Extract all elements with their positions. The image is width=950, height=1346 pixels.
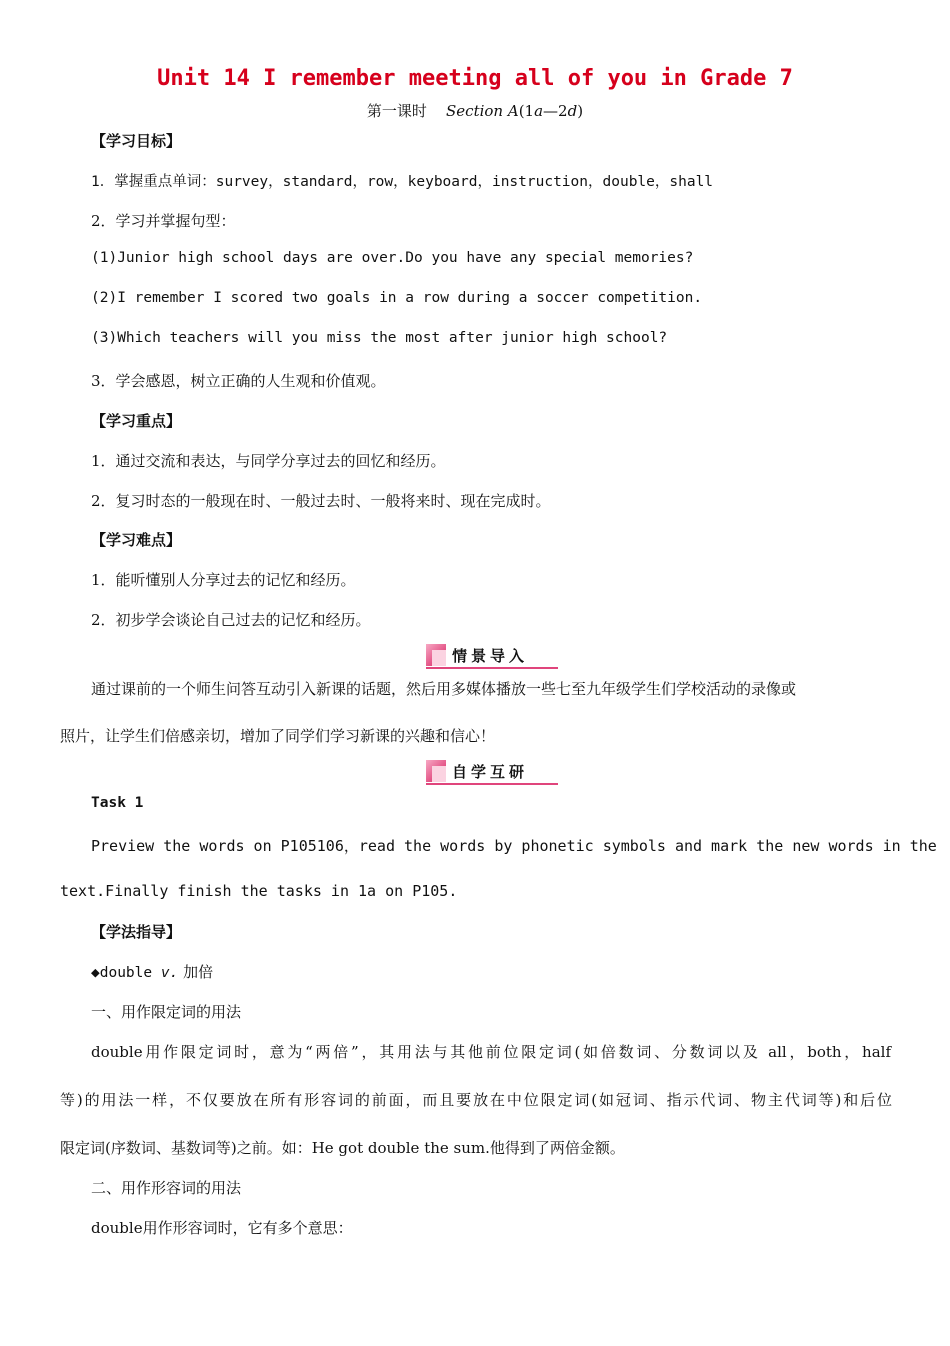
usage-1-heading: 一、用作限定词的用法 bbox=[91, 1003, 242, 1021]
usage-2-heading: 二、用作形容词的用法 bbox=[91, 1179, 242, 1197]
lesson-subtitle bbox=[0, 100, 950, 121]
banner-rule bbox=[426, 783, 558, 785]
range-dash: —2 bbox=[543, 102, 568, 120]
banner-mark-icon bbox=[426, 644, 446, 666]
goal-item-1-text: 1．掌握重点单词：survey，standard，row，keyboard，instruction，double，shall bbox=[91, 174, 714, 190]
usage-1-line-1: double用作限定词时，意为“两倍”，其用法与其他前位限定词(如倍数词、分数词以及 all，both，half bbox=[91, 1043, 891, 1061]
intro-banner-label: 情景导入 bbox=[452, 647, 529, 665]
range-d: d bbox=[567, 102, 578, 120]
banner-rule bbox=[426, 667, 558, 669]
self-study-banner-label: 自学互研 bbox=[452, 763, 529, 781]
intro-line-1: 通过课前的一个师生问答互动引入新课的话题，然后用多媒体播放一些七至九年级学生们学校活动的录像或 bbox=[91, 680, 797, 698]
difficulty-2: 2．初步学会谈论自己过去的记忆和经历。 bbox=[91, 611, 371, 629]
key-points-heading: 【学习重点】 bbox=[91, 412, 182, 430]
task-1-line-2: text.Finally finish the tasks in 1a on P105. bbox=[60, 882, 458, 900]
range-a: a bbox=[534, 102, 544, 120]
intro-line-2: 照片，让学生们倍感亲切，增加了同学们学习新课的兴趣和信心！ bbox=[60, 727, 496, 745]
double-entry bbox=[91, 961, 213, 982]
intro-banner bbox=[426, 644, 558, 670]
usage-2-line-1: double用作形容词时，它有多个意思： bbox=[91, 1219, 353, 1237]
range-open: (1 bbox=[518, 102, 535, 120]
difficulties-heading: 【学习难点】 bbox=[91, 531, 182, 549]
lesson-label: 第一课时 bbox=[366, 102, 427, 120]
sentence-3: (3)Which teachers will you miss the most after junior high school? bbox=[91, 330, 668, 346]
guide-heading: 【学法指导】 bbox=[91, 923, 182, 941]
key-point-2: 2．复习时态的一般现在时、一般过去时、一般将来时、现在完成时。 bbox=[91, 492, 551, 510]
banner-mark-icon bbox=[426, 760, 446, 782]
sentence-1: (1)Junior high school days are over.Do you have any special memories? bbox=[91, 250, 694, 266]
goals-heading: 【学习目标】 bbox=[91, 132, 182, 150]
task-1-heading: Task 1 bbox=[91, 795, 144, 811]
task-1-line-1: Preview the words on P105106，read the words by phonetic symbols and mark the new words in the bbox=[91, 837, 937, 855]
goal-item-3: 3．学会感恩，树立正确的人生观和价值观。 bbox=[91, 372, 386, 390]
sentence-2: (2)I remember I scored two goals in a row during a soccer competition. bbox=[91, 290, 703, 306]
self-study-banner bbox=[426, 760, 558, 786]
section-label: Section A bbox=[446, 102, 519, 120]
double-meaning: 加倍 bbox=[178, 963, 214, 981]
key-point-1: 1．通过交流和表达，与同学分享过去的回忆和经历。 bbox=[91, 452, 446, 470]
double-word: ◆double bbox=[91, 965, 161, 981]
goal-item-2: 2．学习并掌握句型： bbox=[91, 212, 236, 230]
page-title: Unit 14 I remember meeting all of you in Grade 7 bbox=[157, 66, 793, 91]
difficulty-1: 1．能听懂别人分享过去的记忆和经历。 bbox=[91, 571, 356, 589]
goal-item-1 bbox=[91, 170, 713, 191]
double-pos: v. bbox=[160, 965, 179, 981]
range-close: ) bbox=[577, 102, 584, 120]
usage-1-line-3: 限定词(序数词、基数词等)之前。如：He got double the sum.他得到了两倍金额。 bbox=[60, 1139, 625, 1157]
usage-1-line-2: 等)的用法一样，不仅要放在所有形容词的前面，而且要放在中位限定词(如冠词、指示代词、物主代词等)和后位 bbox=[60, 1091, 892, 1109]
